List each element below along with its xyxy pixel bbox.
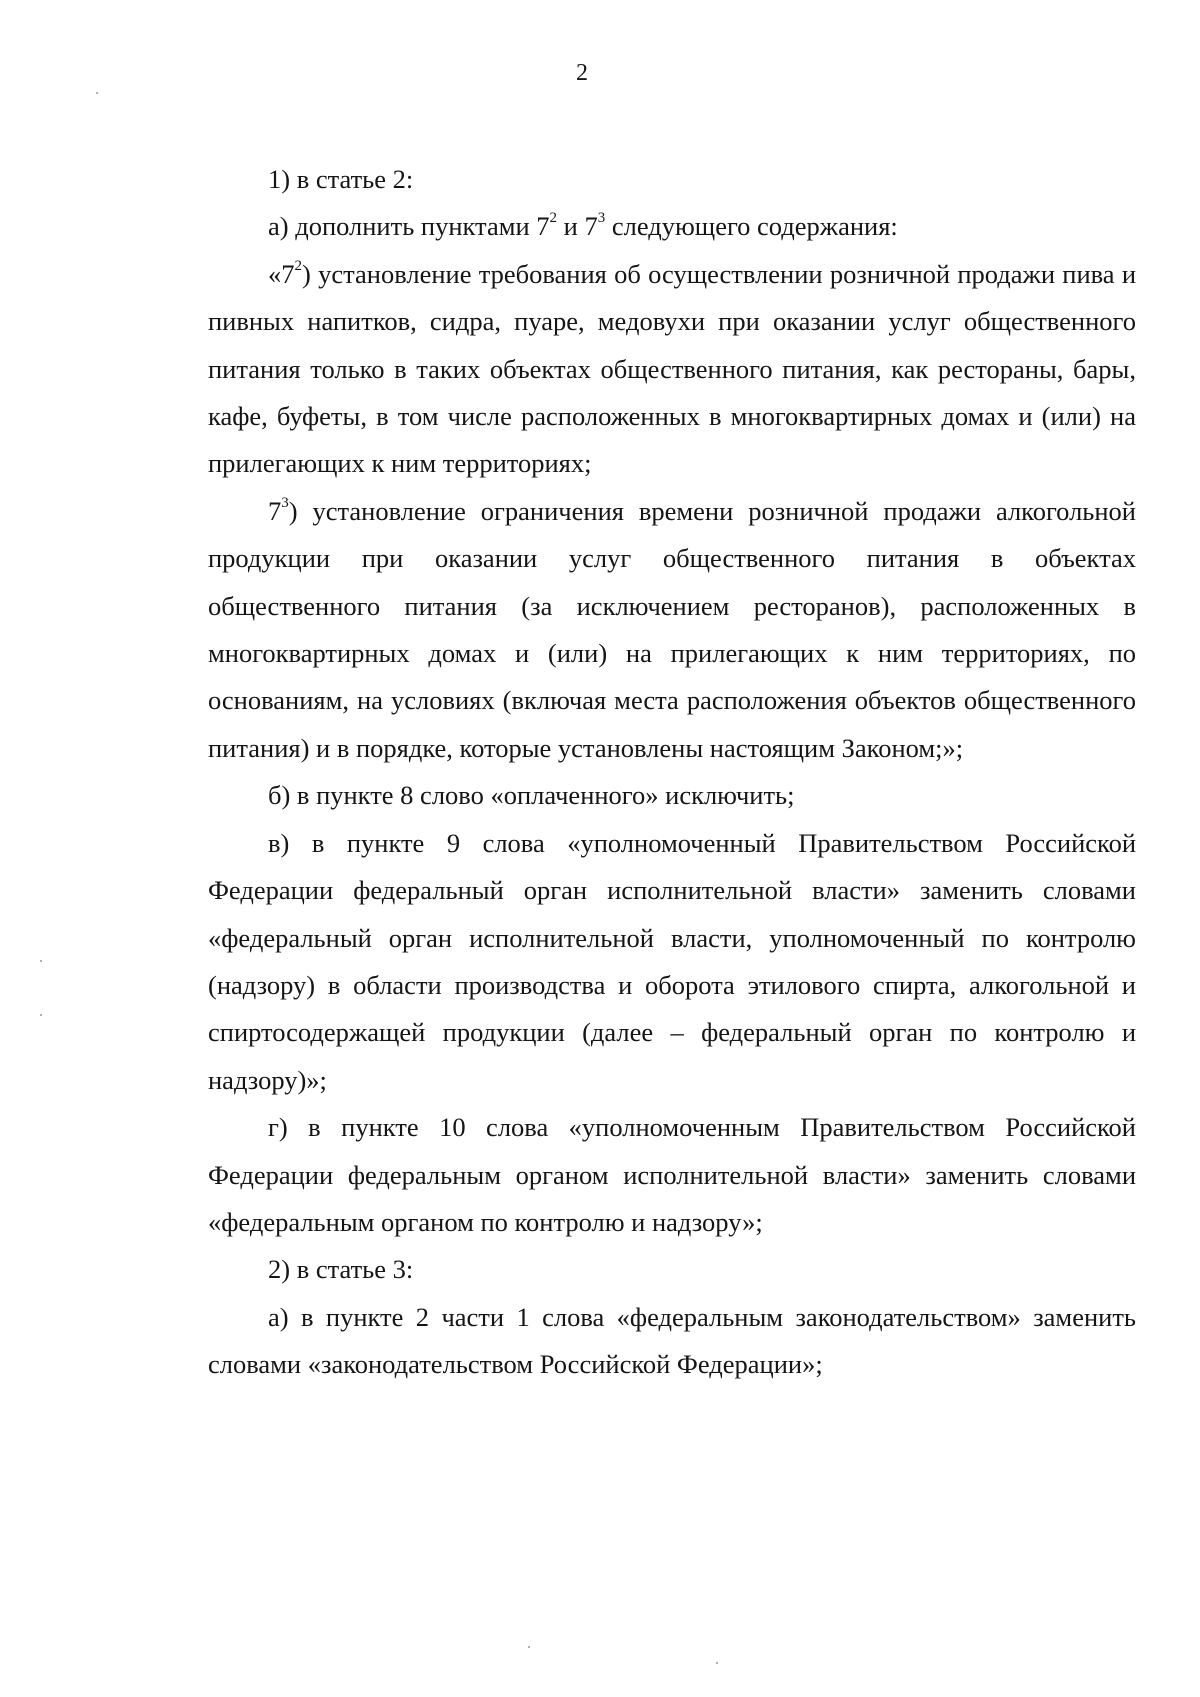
paragraph: [208, 820, 1136, 1104]
superscript: 3: [597, 210, 606, 227]
paragraph: [208, 1294, 1136, 1389]
paragraph: [208, 203, 1136, 250]
paragraph: [208, 772, 1136, 819]
paragraph: [208, 1104, 1136, 1246]
paragraph-text: ) установление ограничения времени розничной продажи алкогольной продукции при оказании услуг общественного питания в объектах общественного питания (за исключением ресторанов), расположенных в многоквартирных домах и (или) на прилегающих к ним территориях, по основаниям, на условиях (включая места расположения объектов общественного питания) и в порядке, которые установлены настоящим Законом;»;: [208, 495, 1136, 763]
superscript: 3: [281, 494, 289, 511]
paragraph-text: а) дополнить пунктами 7: [268, 211, 550, 242]
paragraph-text: в) в пункте 9 слова «уполномоченный Правительством Российской Федерации федеральный орган исполнительной власти» заменить словами «федеральный орган исполнительной власти, уполномоченный по контролю (надзору) в области производства и оборота этилового спирта, алкогольной и спиртосодержащей продукции (далее – федеральный орган по контролю и надзору)»;: [208, 827, 1136, 1095]
document-body: [208, 156, 1136, 1389]
scan-speck: [40, 1014, 42, 1016]
superscript: 2: [294, 257, 302, 274]
paragraph: [208, 251, 1136, 488]
scan-speck: [528, 1646, 530, 1648]
page-number: 2: [576, 60, 588, 86]
paragraph: [208, 1246, 1136, 1293]
paragraph-text: и 7: [557, 211, 598, 242]
scan-speck: [40, 960, 42, 962]
paragraph: [208, 156, 1136, 203]
paragraph: [208, 488, 1136, 772]
paragraph-text: «7: [268, 258, 295, 289]
paragraph-text: 2) в статье 3:: [268, 1254, 414, 1285]
paragraph-text: ) установление требования об осуществлении розничной продажи пива и пивных напитков, сидра, пуаре, медовухи при оказании услуг общественного питания только в таких объектах общественного питания, как рестораны, бары, кафе, буфеты, в том числе расположенных в многоквартирных домах и (или) на прилегающих к ним территориях;: [208, 258, 1136, 479]
paragraph-text: б) в пункте 8 слово «оплаченного» исключить;: [268, 780, 795, 811]
scan-speck: [716, 1662, 718, 1664]
paragraph-text: следующего содержания:: [605, 211, 898, 242]
scan-speck: [96, 92, 98, 94]
superscript: 2: [549, 210, 558, 227]
paragraph-text: а) в пункте 2 части 1 слова «федеральным законодательством» заменить словами «законодательством Российской Федерации»;: [208, 1301, 1136, 1380]
paragraph-text: г) в пункте 10 слова «уполномоченным Правительством Российской Федерации федеральным органом исполнительной власти» заменить словами «федеральным органом по контролю и надзору»;: [208, 1112, 1136, 1237]
paragraph-text: 1) в статье 2:: [268, 164, 414, 194]
paragraph-text: 7: [268, 495, 282, 526]
